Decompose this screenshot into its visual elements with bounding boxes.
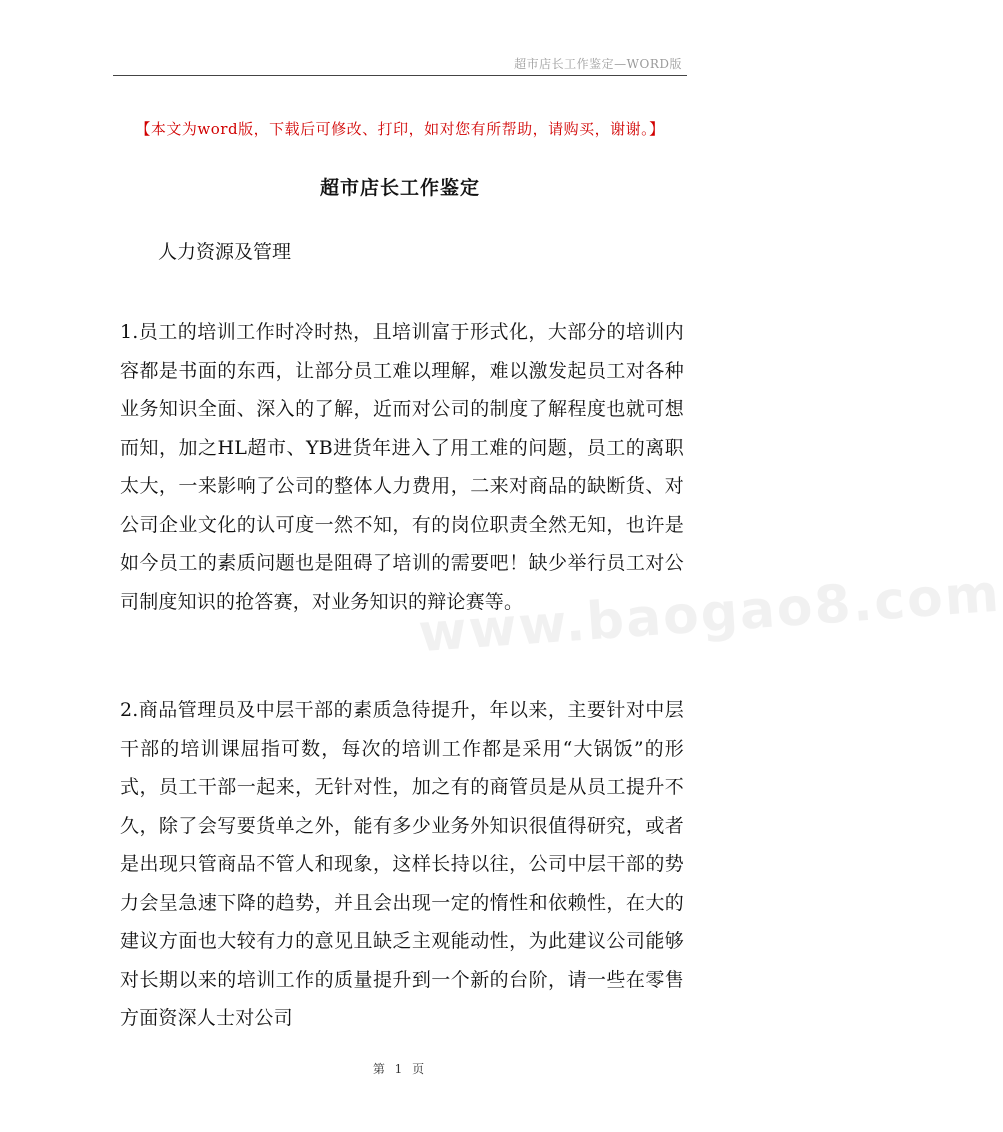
header-divider — [113, 75, 687, 76]
purchase-notice: 【本文为word版，下载后可修改、打印，如对您有所帮助，请购买，谢谢。】 — [135, 120, 665, 138]
page-number: 第 1 页 — [372, 1062, 428, 1076]
watermark: www.baogao8.com — [416, 563, 1003, 665]
paragraph-2: 2.商品管理员及中层干部的素质急待提升，年以来，主要针对中层干部的培训课屈指可数，每次的培训工作都是采用“大锅饭”的形式，员工干部一起来，无针对性，加之有的商管员是从员工提升不久，除了会写要货单之外，能有多少业务外知识很值得研究，或者是出现只管商品不管人和现象，这样长持以往，公司中层干部的势力会呈急速下降的趋势，并且会出现一定的惰性和依赖性，在大的建议方面也大较有力的意见且缺乏主观能动性，为此建议公司能够对长期以来的培训工作的质量提升到一个新的台阶，请一些在零售方面资深人士对公司 — [120, 699, 684, 1029]
paragraph-1: 1.员工的培训工作时冷时热，且培训富于形式化，大部分的培训内容都是书面的东西，让部分员工难以理解，难以激发起员工对各种业务知识全面、深入的了解，近而对公司的制度了解程度也就可想而知，加之HL超市、YB进货年进入了用工难的问题，员工的离职太大，一来影响了公司的整体人力费用，二来对商品的缺断货、对公司企业文化的认可度一然不知，有的岗位职责全然无知，也许是如今员工的素质问题也是阻碍了培训的需要吧！缺少举行员工对公司制度知识的抢答赛，对业务知识的辩论赛等。 — [120, 321, 684, 613]
running-header: 超市店长工作鉴定—WORD版 — [514, 57, 682, 71]
document-title: 超市店长工作鉴定 — [319, 177, 480, 199]
section-heading: 人力资源及管理 — [158, 241, 292, 263]
